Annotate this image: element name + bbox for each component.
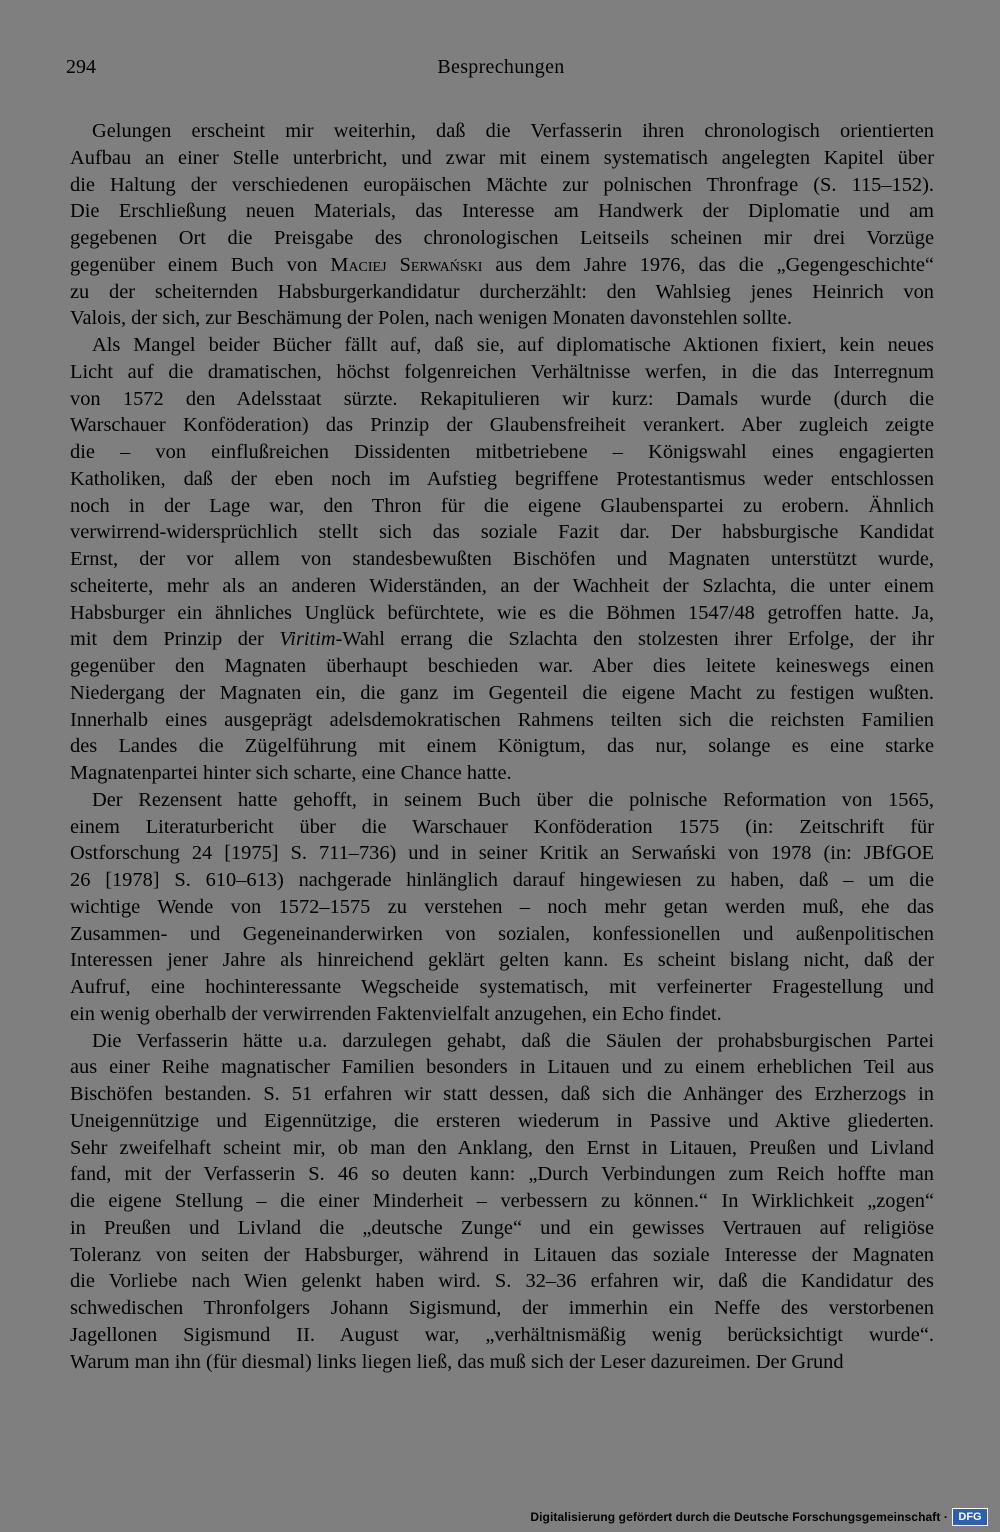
text-line: Ostforschung 24 [1975] S. 711–736) und in seiner Kritik an Serwański von 1978 (in: JBfGOE: [70, 842, 934, 865]
text-line: gegebenen Ort die Preisgabe des chronologischen Leitseils scheinen mir drei Vorzüge: [70, 227, 934, 249]
text-line: 26 [1978] S. 610–613) nachgerade hinlänglich darauf hingewiesen zu haben, daß – um die: [70, 869, 934, 891]
text-segment: mit dem Prinzip der: [70, 628, 280, 651]
text-line: die Haltung der verschiedenen europäischen Mächte zur polnischen Thronfrage (S. 115–152).: [70, 173, 934, 196]
page-number: 294: [66, 56, 96, 78]
text-line: Warschauer Konföderation) das Prinzip der Glaubensfreiheit verankert. Aber zugleich zeigte: [70, 414, 934, 437]
text-line: Licht auf die dramatischen, höchst folgenreichen Verhältnisse werfen, in die das Interregnum: [70, 360, 934, 383]
digitization-credit: Digitalisierung gefördert durch die Deutsche Forschungsgemeinschaft ·: [530, 1510, 948, 1524]
page-header: [66, 56, 936, 86]
text-line: Die Erschließung neuen Materials, das Interesse am Handwerk der Diplomatie und am: [70, 200, 934, 223]
text-line: Katholiken, daß der eben noch im Aufstieg begriffene Protestantismus weder entschlossen: [70, 467, 934, 490]
text-line: Innerhalb eines ausgeprägt adelsdemokratischen Rahmens teilten sich die reichsten Familien: [70, 708, 934, 731]
text-line: einem Literaturbericht über die Warschauer Konföderation 1575 (in: Zeitschrift für: [70, 815, 934, 838]
text-line: Warum man ihn (für diesmal) links liegen ließ, das muß sich der Leser dazureimen. Der Grund: [70, 1350, 844, 1373]
text-line: verwirrend-widersprüchlich stellt sich das soziale Fazit dar. Der habsburgische Kandidat: [70, 521, 934, 544]
text-line: zu der scheiternden Habsburgerkandidatur durcherzählt: den Wahlsieg jenes Heinrich von: [70, 280, 934, 303]
text-line: Der Rezensent hatte gehofft, in seinem Buch über die polnische Reformation von 1565,: [92, 788, 934, 811]
text-line: Aufbau an einer Stelle unterbricht, und zwar mit einem systematisch angelegten Kapitel über: [70, 146, 934, 169]
text-line: Ernst, der vor allem von standesbewußten Bischöfen und Magnaten unterstützt wurde,: [70, 548, 934, 570]
text-line: [70, 626, 934, 653]
running-head: Besprechungen: [437, 56, 565, 78]
text-line: schwedischen Thronfolgers Johann Sigismund, der immerhin ein Neffe des verstorbenen: [70, 1297, 934, 1319]
text-line: die – von einflußreichen Dissidenten mitbetriebene – Königswahl eines engagierten: [70, 441, 934, 463]
paragraph: [70, 332, 934, 787]
text-line: Zusammen- und Gegeneinanderwirken von sozialen, konfessionellen und außenpolitischen: [70, 922, 934, 945]
paragraph: [70, 118, 934, 332]
article-body: [70, 118, 934, 1375]
text-line: Jagellonen Sigismund II. August war, „verhältnismäßig wenig berücksichtigt wurde“.: [70, 1323, 934, 1346]
dfg-logo: DFG: [952, 1508, 988, 1526]
emphasized-term: Viritim: [279, 628, 336, 651]
text-line: Sehr zweifelhaft scheint mir, ob man den Anklang, den Ernst in Litauen, Preußen und Livland: [70, 1136, 934, 1159]
text-line: gegenüber den Magnaten überhaupt beschieden war. Aber dies leitete keineswegs einen: [70, 655, 934, 677]
text-line: von 1572 den Adelsstaat sürzte. Rekapitulieren wir kurz: Damals wurde (durch die: [70, 387, 934, 410]
text-line: Die Verfasserin hätte u.a. darzulegen gehabt, daß die Säulen der prohabsburgischen Partei: [92, 1029, 934, 1052]
text-line: Valois, der sich, zur Beschämung der Polen, nach wenigen Monaten davonstehlen sollte.: [70, 307, 792, 330]
text-segment: -Wahl errang die Szlachta den stolzesten ihrer Erfolge, der ihr: [335, 628, 934, 651]
text-line: Uneigennützige und Eigennützige, die ersteren wiederum in Passive und Aktive gliederten.: [70, 1109, 934, 1132]
text-line: Magnatenpartei hinter sich scharte, eine Chance hatte.: [70, 762, 512, 784]
paragraph: [70, 1028, 934, 1376]
author-name: Maciej Serwański: [330, 253, 483, 276]
text-line: ein wenig oberhalb der verwirrenden Faktenvielfalt anzugehen, ein Echo findet.: [70, 1002, 722, 1025]
text-line: Gelungen erscheint mir weiterhin, daß die Verfasserin ihren chronologisch orientierten: [92, 120, 934, 142]
text-line: wichtige Wende von 1572–1575 zu verstehen – noch mehr getan werden muß, ehe das: [70, 895, 934, 918]
text-line: aus einer Reihe magnatischer Familien besonders in Litauen und zu einem erheblichen Teil aus: [70, 1056, 934, 1079]
text-line: die eigene Stellung – die einer Minderheit – verbessern zu können.“ In Wirklichkeit „zogen“: [70, 1190, 934, 1212]
text-line: Habsburger ein ähnliches Unglück befürchtete, wie es die Böhmen 1547/48 getroffen hatte. Ja,: [70, 601, 934, 624]
footer-bar: [0, 1498, 1000, 1532]
text-line: noch in der Lage war, den Thron für die eigene Glaubenspartei zu erobern. Ähnlich: [70, 494, 934, 517]
text-line: Bischöfen bestanden. S. 51 erfahren wir statt dessen, daß sich die Anhänger des Erzherzogs in: [70, 1083, 934, 1105]
text-segment: gegenüber einem Buch von: [70, 253, 331, 276]
text-line: Interessen jener Jahre als hinreichend geklärt gelten kann. Es scheint bislang nicht, daß der: [70, 949, 934, 972]
text-segment: aus dem Jahre 1976, das die „Gegengeschichte“: [482, 253, 934, 276]
text-line: Aufruf, eine hochinteressante Wegscheide systematisch, mit verfeinerter Fragestellung und: [70, 976, 934, 998]
text-line: fand, mit der Verfasserin S. 46 so deuten kann: „Durch Verbindungen zum Reich hoffte man: [70, 1163, 934, 1186]
text-line: [70, 252, 934, 279]
text-line: Niedergang der Magnaten ein, die ganz im Gegenteil die eigene Macht zu festigen wußten.: [70, 681, 934, 704]
text-line: scheiterte, mehr als an anderen Widerständen, an der Wachheit der Szlachta, die unter einem: [70, 574, 934, 597]
paragraph: [70, 787, 934, 1028]
text-line: Als Mangel beider Bücher fällt auf, daß sie, auf diplomatische Aktionen fixiert, kein neues: [92, 334, 934, 356]
text-line: des Landes die Zügelführung mit einem Königtum, das nur, solange es eine starke: [70, 735, 934, 758]
text-line: Toleranz von seiten der Habsburger, während in Litauen das soziale Interesse der Magnaten: [70, 1243, 934, 1266]
text-line: die Vorliebe nach Wien gelenkt haben wird. S. 32–36 erfahren wir, daß die Kandidatur des: [70, 1270, 934, 1293]
text-line: in Preußen und Livland die „deutsche Zunge“ und ein gewisses Vertrauen auf religiöse: [70, 1216, 934, 1239]
